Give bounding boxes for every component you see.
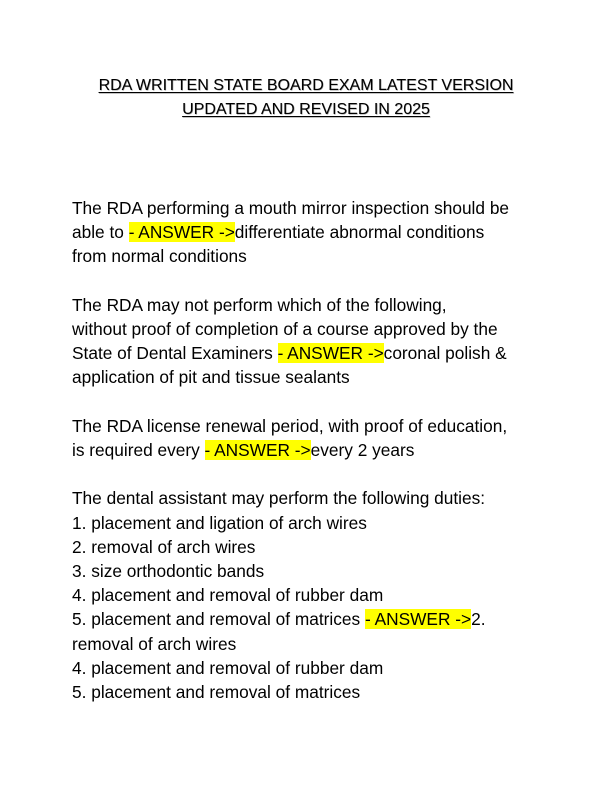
- question-4-line-2: 1. placement and ligation of arch wires: [72, 512, 367, 533]
- question-4: [72, 486, 548, 704]
- question-4-line-9: 5. placement and removal of matrices: [72, 682, 361, 703]
- question-text: is required every: [72, 440, 205, 460]
- answer-marker: - ANSWER ->: [204, 440, 311, 460]
- question-3: [72, 414, 548, 462]
- question-4-line-7: removal of arch wires: [72, 633, 237, 654]
- question-4-line-8: 4. placement and removal of rubber dam: [72, 657, 384, 678]
- question-3-line-2: [72, 438, 548, 462]
- question-4-line-3: 2. removal of arch wires: [72, 536, 256, 557]
- question-3-line-1: The RDA license renewal period, with proof of education,: [72, 415, 508, 436]
- question-text: 5. placement and removal of matrices: [72, 609, 365, 630]
- answer-marker: - ANSWER ->: [128, 222, 235, 243]
- answer-marker: - ANSWER ->: [277, 343, 384, 364]
- question-4-line-1: The dental assistant may perform the following duties:: [72, 488, 486, 509]
- question-1-line-2: [72, 220, 548, 244]
- question-4-line-5: 4. placement and removal of rubber dam: [72, 585, 384, 606]
- question-2-line-3: [72, 341, 548, 365]
- question-2-line-1: The RDA may not perform which of the following,: [72, 294, 447, 315]
- title-line-1: RDA WRITTEN STATE BOARD EXAM LATEST VERSION: [98, 77, 514, 94]
- question-text: State of Dental Examiners: [72, 343, 278, 364]
- question-2-line-2: without proof of completion of a course approved by the: [72, 319, 498, 339]
- title-line-2: UPDATED AND REVISED IN 2025: [182, 101, 430, 118]
- question-2-line-4: application of pit and tissue sealants: [72, 367, 350, 388]
- question-1-line-1: The RDA performing a mouth mirror inspection should be: [72, 198, 510, 218]
- answer-marker: - ANSWER ->: [364, 609, 472, 630]
- question-4-line-4: 3. size orthodontic bands: [72, 561, 265, 581]
- question-4-line-6: [72, 607, 548, 631]
- document-body: [72, 196, 548, 728]
- question-text: able to: [72, 222, 129, 243]
- question-1: [72, 196, 548, 269]
- answer-text: every 2 years: [310, 440, 415, 460]
- answer-text: differentiate abnormal conditions: [234, 222, 485, 243]
- answer-text: coronal polish &: [383, 343, 507, 364]
- question-2: [72, 293, 548, 390]
- question-1-line-3: from normal conditions: [72, 246, 247, 267]
- answer-text: 2.: [471, 609, 486, 630]
- page-title: [0, 74, 612, 122]
